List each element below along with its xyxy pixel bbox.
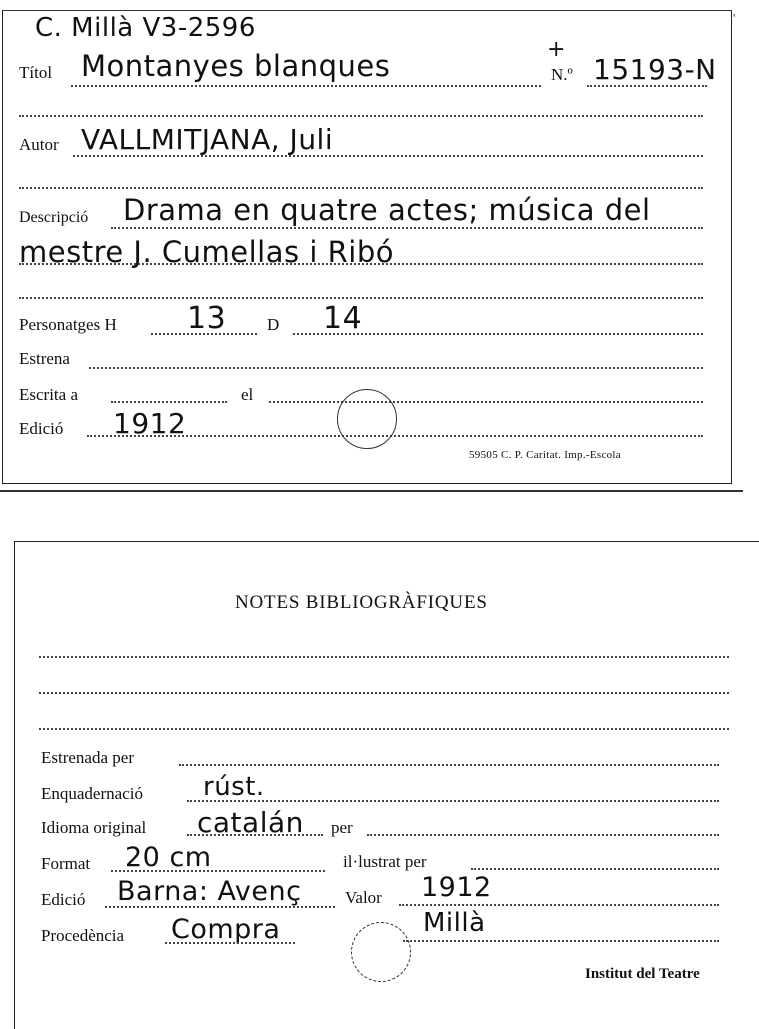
provenance-extra: Millà	[423, 908, 486, 938]
description-dotted-line	[111, 227, 703, 229]
provenance-extra-line	[403, 940, 719, 942]
characters-female-label: D	[267, 315, 280, 334]
reference-code: C. Millà V3-2596	[35, 13, 256, 43]
catalog-card-back	[14, 541, 759, 1029]
written-at-label: Escrita a	[19, 385, 78, 404]
translated-by-label: per	[331, 818, 353, 837]
binding-label: Enquadernació	[41, 784, 143, 803]
dagger-mark: +	[547, 37, 566, 62]
value-value: 1912	[421, 872, 492, 903]
author-label: Autor	[19, 135, 59, 154]
written-date-label: el	[241, 385, 254, 404]
value-label: Valor	[345, 888, 382, 907]
binding-value: rúst.	[203, 772, 265, 802]
number-value: 15193-N	[593, 53, 717, 86]
number-line	[587, 85, 707, 87]
title-label: Títol	[19, 63, 53, 82]
original-language-value: catalán	[197, 806, 304, 839]
edge-mark: '	[733, 12, 736, 27]
description-line-1: Drama en quatre actes; música del	[123, 193, 651, 227]
institution-name: Institut del Teatre	[585, 966, 700, 982]
provenance-label: Procedència	[41, 926, 125, 945]
illustrated-by-label: il·lustrat per	[343, 852, 427, 871]
illustrated-by-line	[471, 868, 719, 870]
translated-by-line	[367, 834, 719, 836]
premiered-by-line	[179, 764, 719, 766]
characters-male-line	[151, 333, 257, 335]
original-language-label: Idioma original	[41, 818, 147, 837]
format-line	[111, 870, 325, 872]
title-value: Montanyes blanques	[81, 49, 391, 83]
characters-female-value: 14	[323, 301, 363, 336]
notes-title: NOTES BIBLIOGRÀFIQUES	[235, 592, 488, 613]
title-line	[71, 85, 541, 87]
format-label: Format	[41, 854, 91, 873]
original-language-line	[187, 834, 323, 836]
edition-back-line	[105, 906, 335, 908]
number-label: N.º	[551, 65, 573, 84]
notes-line-1	[39, 656, 729, 658]
printer-imprint: 59505 C. P. Caritat. Imp.-Escola	[469, 449, 621, 461]
author-value: VALLMITJANA, Juli	[81, 123, 334, 156]
value-line	[399, 904, 719, 906]
provenance-value: Compra	[171, 914, 281, 945]
notes-line-2	[39, 692, 729, 694]
premiere-label: Estrena	[19, 349, 70, 368]
binding-line	[187, 800, 719, 802]
description-line-2: mestre J. Cumellas i Ribó	[19, 235, 394, 269]
card-separator	[0, 490, 743, 492]
blank-line	[19, 187, 703, 189]
blank-line	[19, 263, 703, 265]
edition-label: Edició	[19, 419, 64, 438]
blank-line	[19, 297, 703, 299]
edition-value: 1912	[113, 407, 187, 440]
characters-male-label: Personatges H	[19, 315, 117, 334]
written-at-line	[111, 401, 227, 403]
format-value: 20 cm	[125, 842, 212, 873]
written-date-line	[269, 401, 703, 403]
stamp-seal	[337, 389, 397, 449]
catalog-card-front	[2, 10, 732, 484]
description-label: Descripció	[19, 209, 89, 226]
edition-line	[87, 435, 703, 437]
premiered-by-label: Estrenada per	[41, 748, 134, 767]
blank-line	[19, 115, 703, 117]
notes-line-3	[39, 728, 729, 730]
characters-male-value: 13	[187, 301, 227, 336]
author-line	[73, 155, 703, 157]
premiere-line	[89, 367, 703, 369]
characters-female-line	[293, 333, 703, 335]
provenance-line	[165, 942, 295, 944]
edition-back-value: Barna: Avenç	[117, 876, 302, 907]
stamp-seal-back	[351, 922, 411, 982]
edition-back-label: Edició	[41, 890, 86, 909]
